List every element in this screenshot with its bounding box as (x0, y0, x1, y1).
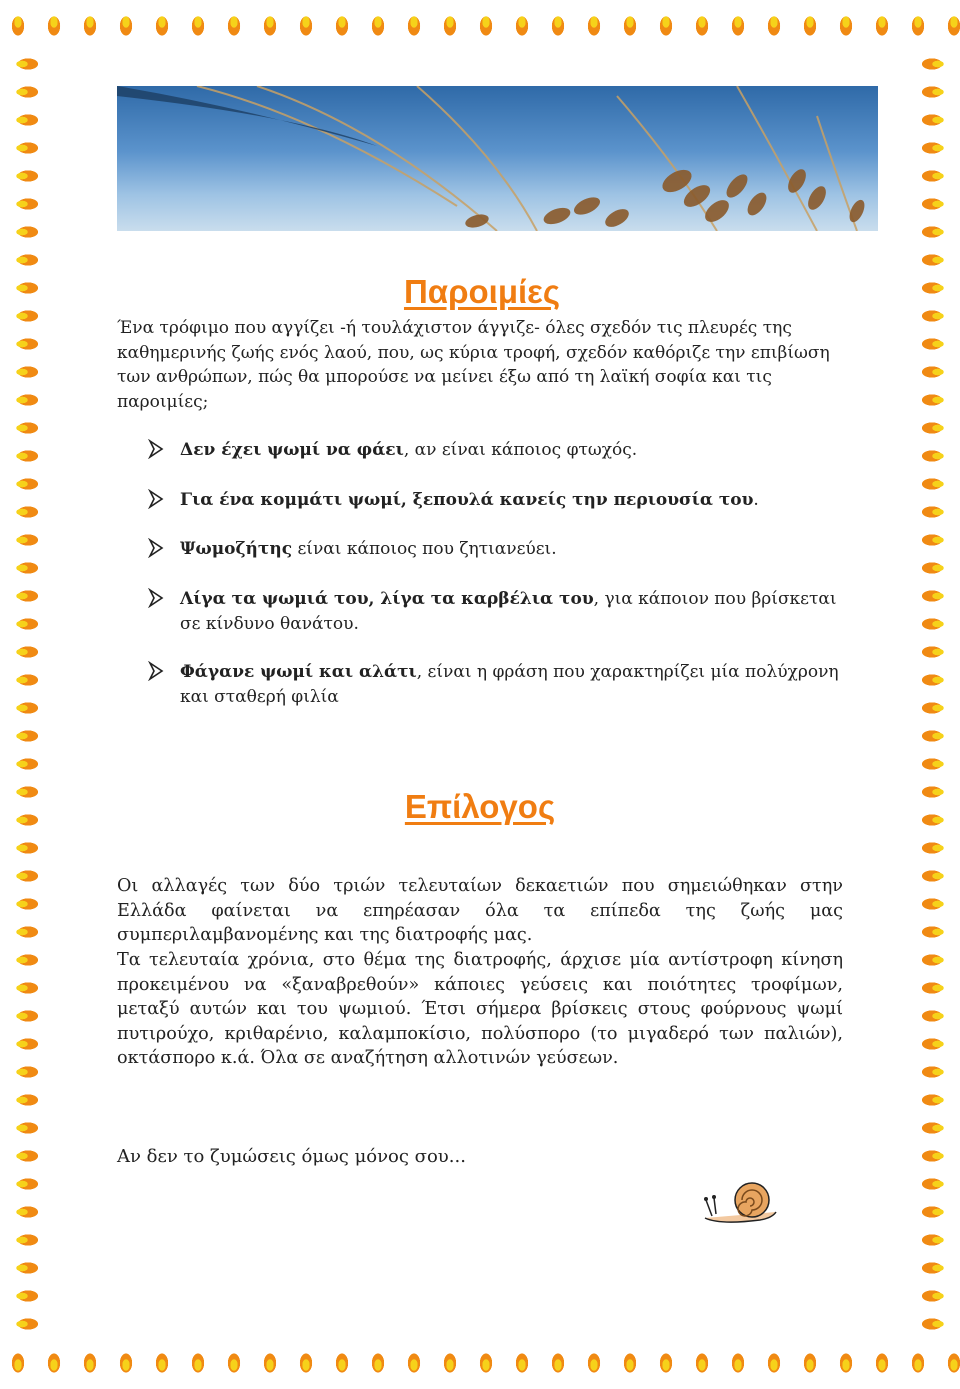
arrow-bullet-icon (148, 588, 164, 608)
proverb-text: . (753, 490, 759, 510)
heading-epilogue: Επίλογος (404, 788, 556, 825)
proverb-text: είναι κάποιος που ζητιανεύει. (292, 539, 557, 559)
list-item (148, 587, 860, 636)
candy-corn-border-top (0, 0, 960, 50)
proverb-text: , για κάποιον που βρίσκεται σε κίνδυνο θανάτου. (180, 589, 837, 634)
proverb-bold: Φάγανε ψωμί και αλάτι (180, 662, 417, 682)
arrow-bullet-icon (148, 489, 164, 509)
list-item (148, 660, 860, 709)
proverb-bold: Λίγα τα ψωμιά του, λίγα τα καρβέλια του (180, 589, 594, 609)
proverb-bold: Ψωμοζήτης (180, 539, 293, 559)
proverb-text: , αν είναι κάποιος φτωχός. (403, 440, 638, 460)
intro-paragraph: Ένα τρόφιμο που αγγίζει -ή τουλάχιστον άγγιζε- όλες σχεδόν τις πλευρές της καθημερινής ζωής ενός λαού, που, ως κύρια τροφή, σχεδόν καθόριζε την επιβίωση των ανθρώπων, πώς θα μπορούσε να μείνει έξω από τη λαϊκή σοφία και τις παροιμίες; (117, 318, 830, 412)
snail-icon (700, 1170, 780, 1230)
candy-corn-border-left (0, 50, 60, 1339)
candy-corn-border-bottom (0, 1339, 960, 1389)
heading-proverbs: Παροιμίες (403, 273, 561, 310)
list-item (148, 537, 557, 562)
proverb-text: , είναι η φράση που χαρακτηρίζει μία πολύχρονη και σταθερή φιλία (180, 662, 839, 707)
epilogue-paragraph-1: Οι αλλαγές των δύο τριών τελευταίων δεκαετιών που σημειώθηκαν στην Ελλάδα φαίνεται να επηρέασαν όλα τα επίπεδα της ζωής μας συμπεριλαμβανομένης και της διατροφής μας. (117, 876, 843, 945)
closing-line: Αν δεν το ζυμώσεις όμως μόνος σου... (117, 1146, 466, 1167)
arrow-bullet-icon (148, 439, 164, 459)
candy-corn-border-right (900, 50, 960, 1339)
list-item (148, 438, 637, 463)
wheat-illustration (117, 86, 878, 231)
proverb-bold: Για ένα κομμάτι ψωμί, ξεπουλά κανείς την περιουσία του (180, 490, 754, 510)
list-item (148, 488, 759, 513)
arrow-bullet-icon (148, 538, 164, 558)
arrow-bullet-icon (148, 661, 164, 681)
wheat-photo (117, 86, 878, 231)
epilogue-paragraph-2: Τα τελευταία χρόνια, στο θέμα της διατροφής, άρχισε μία αντίστροφη κίνηση προκειμένου να «ξαναβρεθούν» κάποιες γεύσεις και ποιότητες τροφίμων, μεταξύ αυτών και του ψωμιού. Έτσι σήμερα βρίσκεις στους φούρνους ψωμί πυτιρούχο, κριθαρένιο, καλαμποκίσιο, πολύσπορο (το μιγαδερό των παλιών), οκτάσπορο κ.ά. Όλα σε αναζήτηση αλλοτινών γεύσεων. (117, 950, 843, 1068)
proverb-bold: Δεν έχει ψωμί να φάει (180, 440, 404, 460)
